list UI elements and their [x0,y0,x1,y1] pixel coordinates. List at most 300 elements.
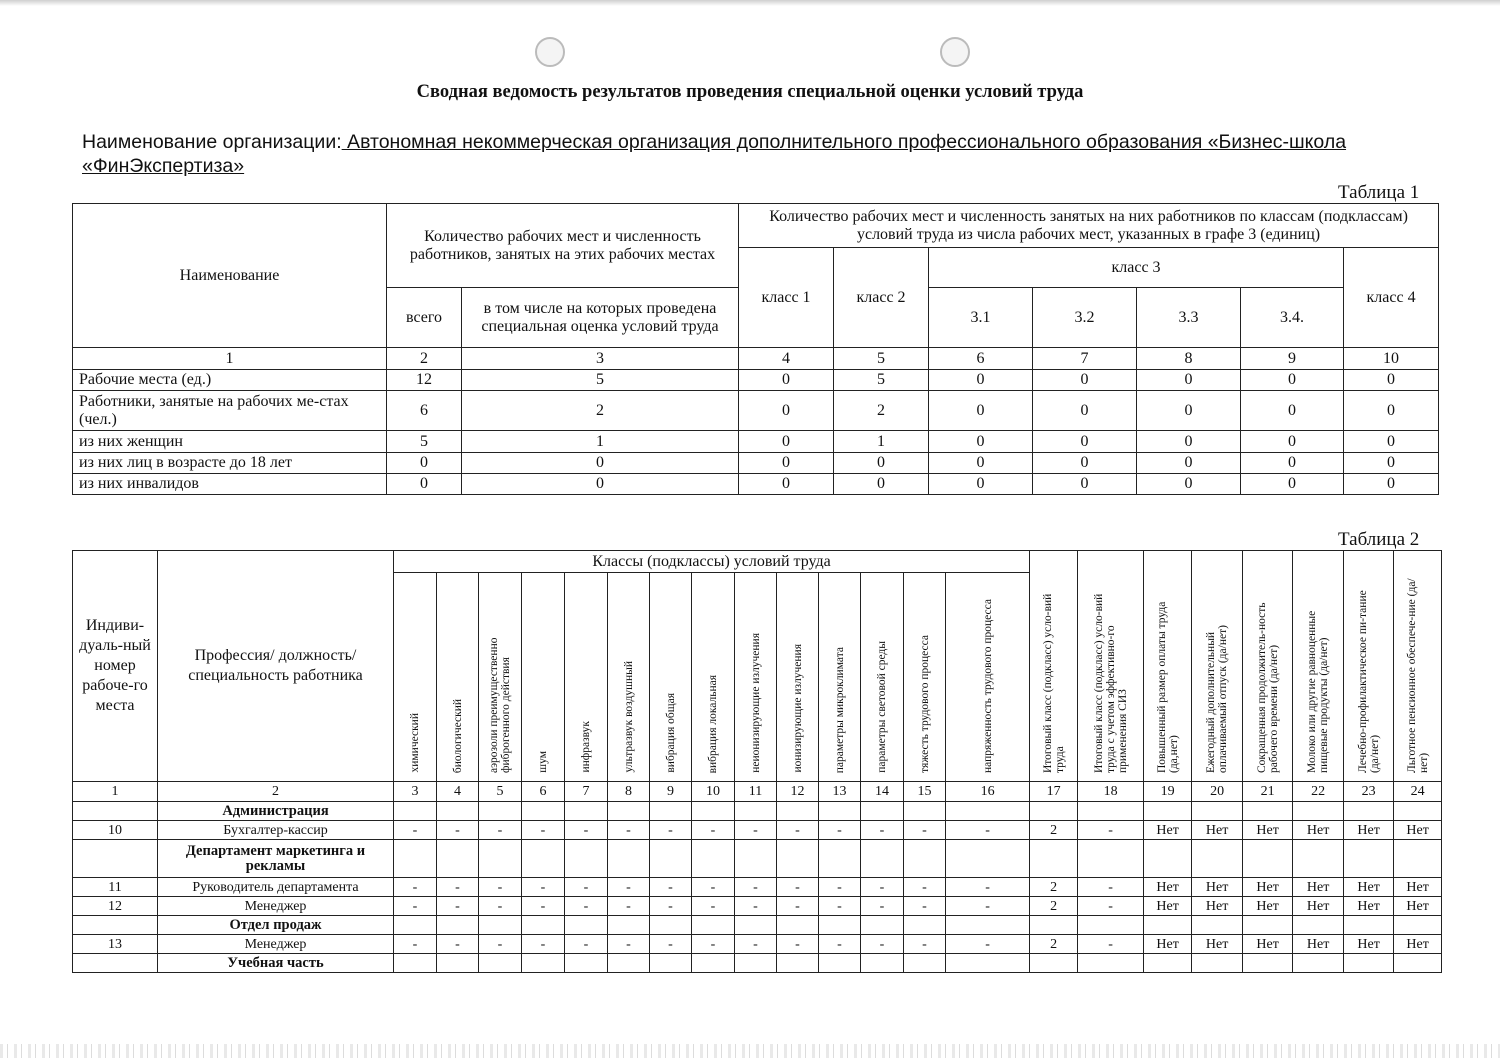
t2-cell-empty [1144,840,1192,878]
t2-cell: - [650,897,692,916]
t2-cell-empty [861,802,904,821]
t1-column-number: 2 [387,348,462,370]
t2-section-row [73,802,1442,821]
punch-hole-right [940,37,970,67]
t2-cell: - [819,935,861,954]
t2-column-number: 24 [1394,782,1442,802]
t2-header-factor-label: инфразвук [580,721,592,773]
t2-cell: - [1078,878,1144,897]
t2-header-factor-label: аэрозоли преимущественно фиброгенного действия [488,637,512,773]
t2-column-number: 7 [565,782,608,802]
t2-column-number: 22 [1293,782,1344,802]
t2-cell: 2 [1030,821,1078,840]
t2-workplace-name: Руководитель департамента [158,878,394,897]
t2-cell: - [735,878,777,897]
t2-cell: - [437,878,479,897]
t2-cell: Нет [1293,897,1344,916]
t2-cell-empty [73,802,158,821]
t1-header-classes: Количество рабочих мест и численность занятых на них работников по классам (подклассам) условий труда из числа рабочих мест, указанных в графе 3 (единиц) [739,204,1439,248]
t1-column-number: 10 [1344,348,1439,370]
t2-cell: Нет [1394,878,1442,897]
t2-cell: - [394,878,437,897]
scan-edge-bottom [0,1044,1500,1058]
t1-cell: 0 [1033,474,1137,495]
t2-cell: Нет [1144,878,1192,897]
t1-cell: 0 [1241,391,1344,431]
t2-cell-empty [1293,840,1344,878]
t2-cell-empty [522,802,565,821]
t1-header-class3: класс 3 [929,248,1344,288]
t1-cell: 0 [739,431,834,453]
t2-cell-empty [479,802,522,821]
t2-cell: - [565,821,608,840]
t2-workplace-row [73,897,1442,916]
t2-cell: - [777,878,819,897]
t1-header-count: Количество рабочих мест и численность работников, занятых на этих рабочих местах [387,204,739,288]
t2-header-factor [522,573,565,782]
t2-cell: Нет [1243,897,1293,916]
t2-header-factor [437,573,479,782]
t2-cell-empty [1394,954,1442,973]
t2-column-number: 4 [437,782,479,802]
t2-workplace-name: Бухгалтер-кассир [158,821,394,840]
t2-column-number: 10 [692,782,735,802]
scan-edge-top [0,0,1500,6]
t2-cell: Нет [1192,878,1243,897]
t2-column-number: 20 [1192,782,1243,802]
summary-table [72,203,1439,495]
t2-cell: - [522,935,565,954]
t1-cell: 1 [834,431,929,453]
t1-cell: 0 [1033,370,1137,391]
t1-cell: 0 [387,474,462,495]
t2-cell: - [904,878,946,897]
t2-header-factor [479,573,522,782]
t2-header-factor [904,573,946,782]
t2-cell: - [650,935,692,954]
t2-cell-empty [73,840,158,878]
t2-cell: - [437,821,479,840]
t2-cell-empty [904,916,946,935]
t2-cell: - [1078,935,1144,954]
t2-cell-empty [904,954,946,973]
t2-cell: Нет [1144,935,1192,954]
t2-cell-empty [1030,954,1078,973]
t2-header-factor [861,573,904,782]
t2-workplace-name: Менеджер [158,897,394,916]
t2-cell-empty [650,802,692,821]
t2-column-number: 19 [1144,782,1192,802]
t2-column-number: 8 [608,782,650,802]
t2-cell: - [735,821,777,840]
t2-workplace-id: 11 [73,878,158,897]
t1-cell: 0 [1344,431,1439,453]
t1-cell: 0 [739,474,834,495]
t2-cell: - [522,897,565,916]
t2-header-factor-label: вибрация общая [664,693,677,773]
workplace-table [72,550,1442,973]
t2-cell-empty [522,916,565,935]
t2-header-factor-label: ультразвук воздушный [622,661,635,773]
t2-cell: Нет [1192,821,1243,840]
t2-column-number: 9 [650,782,692,802]
t2-cell: - [819,821,861,840]
t1-cell: 0 [834,474,929,495]
t2-header-factor-label: неионизирующие излучения [749,633,762,773]
t2-column-number: 14 [861,782,904,802]
t2-cell: - [735,897,777,916]
t2-cell: - [437,935,479,954]
t1-header-assessed: в том числе на которых проведена специальная оценка условий труда [462,288,739,348]
t2-cell-empty [608,802,650,821]
t2-cell-empty [394,802,437,821]
t2-cell: Нет [1293,935,1344,954]
t2-cell-empty [565,840,608,878]
t1-cell: 0 [929,431,1033,453]
t2-cell: Нет [1394,935,1442,954]
document-title: Сводная ведомость результатов проведения специальной оценки условий труда [416,82,1084,102]
t1-cell: 0 [1344,474,1439,495]
t2-cell-empty [394,954,437,973]
t1-cell: 0 [1344,391,1439,431]
t2-header-extra-label: Лечебно-профилактическое пи-тание (да/нет) [1356,590,1381,773]
t2-column-number: 15 [904,782,946,802]
t2-column-number: 3 [394,782,437,802]
t1-row [73,370,1439,391]
t2-cell-empty [73,916,158,935]
t2-cell-empty [437,840,479,878]
t2-header-extra [1344,551,1394,782]
t2-cell-empty [1293,802,1344,821]
t2-cell-empty [735,802,777,821]
t2-header-factor [819,573,861,782]
t2-header-factor [777,573,819,782]
t2-cell-empty [819,916,861,935]
t2-header-extra-label: Ежегодный дополнительный оплачиваемый отпуск (да/нет) [1205,625,1230,773]
t2-cell-empty [1192,916,1243,935]
t1-cell: 0 [1033,453,1137,474]
t2-header-id: Индиви-дуаль-ный номер рабоче-го места [73,551,158,782]
t2-cell-empty [735,954,777,973]
t2-column-number: 21 [1243,782,1293,802]
t2-cell-empty [861,840,904,878]
t1-cell: 0 [739,370,834,391]
t2-header-extra-label: Итоговый класс (подкласс) усло-вий труда [1041,593,1066,773]
t2-cell: - [946,935,1030,954]
t2-cell-empty [735,916,777,935]
organization-label: Наименование организации: [82,131,342,153]
t2-header-extra [1293,551,1344,782]
t2-workplace-row [73,821,1442,840]
t2-cell-empty [692,916,735,935]
t2-cell-empty [819,840,861,878]
t1-header-3-4: 3.4. [1241,288,1344,348]
t2-cell-empty [1030,802,1078,821]
t2-cell: Нет [1344,897,1394,916]
t2-column-number: 11 [735,782,777,802]
t1-cell: 0 [834,453,929,474]
t2-cell-empty [1293,954,1344,973]
t1-row [73,474,1439,495]
t1-cell: 0 [462,474,739,495]
t2-cell-empty [565,802,608,821]
t2-cell: - [522,821,565,840]
t1-cell: 2 [462,391,739,431]
t2-column-number: 5 [479,782,522,802]
t1-cell: 5 [387,431,462,453]
t2-column-number: 16 [946,782,1030,802]
t1-cell: 0 [1033,431,1137,453]
t2-cell-empty [437,954,479,973]
t1-cell: 12 [387,370,462,391]
t2-cell-empty [1243,802,1293,821]
t2-cell-empty [1192,840,1243,878]
t2-header-extra-label: Сокращенная продолжитель-ность рабочего времени (да/нет) [1255,602,1280,773]
t2-header-factor [650,573,692,782]
t1-row-label: из них лиц в возрасте до 18 лет [73,453,387,474]
t2-cell: - [692,897,735,916]
t2-header-factor-label: параметры световой среды [876,641,888,773]
t2-cell-empty [777,802,819,821]
t1-header-name: Наименование [73,204,387,348]
t2-column-number: 13 [819,782,861,802]
t1-cell: 0 [1137,370,1241,391]
t2-cell-empty [1030,840,1078,878]
t1-cell: 0 [1241,474,1344,495]
t2-cell-empty [1078,802,1144,821]
t2-cell: Нет [1344,821,1394,840]
t2-cell: Нет [1394,821,1442,840]
t2-cell-empty [904,840,946,878]
t2-cell: Нет [1192,935,1243,954]
t2-section-name: Учебная часть [158,954,394,973]
t2-cell-empty [522,840,565,878]
t1-row-label: из них женщин [73,431,387,453]
t2-cell: Нет [1144,821,1192,840]
t1-header-3-1: 3.1 [929,288,1033,348]
t2-header-extra [1394,551,1442,782]
t2-cell: - [608,821,650,840]
t2-cell-empty [735,840,777,878]
t2-cell-empty [861,916,904,935]
t2-cell-empty [1078,840,1144,878]
t2-cell: - [565,878,608,897]
t2-cell-empty [777,954,819,973]
t2-cell: - [904,935,946,954]
t2-section-name: Отдел продаж [158,916,394,935]
t1-cell: 1 [462,431,739,453]
t1-cell: 0 [1137,431,1241,453]
t2-header-factor-label: ионизирующие излучения [791,644,804,773]
t2-cell-empty [1344,802,1394,821]
t2-header-factor [946,573,1030,782]
t2-cell-empty [1078,916,1144,935]
t2-cell: - [522,878,565,897]
t2-cell: - [650,821,692,840]
t2-cell: - [479,935,522,954]
t2-cell-empty [1078,954,1144,973]
t2-cell-empty [1394,840,1442,878]
t2-header-factor-label: параметры микроклимата [833,646,846,773]
t1-cell: 5 [462,370,739,391]
t2-cell-empty [608,954,650,973]
t2-cell-empty [1144,916,1192,935]
t1-cell: 6 [387,391,462,431]
t2-cell: Нет [1243,935,1293,954]
t1-column-number: 6 [929,348,1033,370]
t2-cell: Нет [1344,878,1394,897]
t1-header-class2: класс 2 [834,248,929,348]
t2-cell: - [565,935,608,954]
t1-cell: 0 [1344,370,1439,391]
t2-cell-empty [608,916,650,935]
t2-cell: - [608,935,650,954]
t2-cell-empty [394,840,437,878]
t2-cell-empty [1243,954,1293,973]
t2-cell-empty [904,802,946,821]
t1-cell: 0 [1033,391,1137,431]
t2-cell-empty [437,916,479,935]
t1-column-number: 1 [73,348,387,370]
t1-cell: 0 [1241,453,1344,474]
t1-cell: 0 [1241,370,1344,391]
t2-cell: Нет [1293,821,1344,840]
t2-cell: - [608,878,650,897]
t1-cell: 0 [929,391,1033,431]
t2-cell-empty [1144,954,1192,973]
t2-section-row [73,916,1442,935]
t2-cell-empty [650,954,692,973]
t1-cell: 0 [929,453,1033,474]
t2-cell-empty [1394,916,1442,935]
t2-header-factor-label: напряженность трудового процесса [981,599,994,773]
t2-cell-empty [1192,802,1243,821]
t2-cell: - [861,935,904,954]
t1-cell: 0 [1137,474,1241,495]
t2-cell-empty [650,840,692,878]
t2-cell-empty [946,840,1030,878]
t2-cell-empty [946,954,1030,973]
t1-row [73,391,1439,431]
t2-cell-empty [1192,954,1243,973]
t2-header-extra-label: Молоко или другие равноценные пищевые продукты (да/нет) [1306,610,1331,773]
t2-cell: Нет [1144,897,1192,916]
t1-cell: 2 [834,391,929,431]
t2-header-factor-label: вибрация локальная [707,674,719,773]
t2-section-row [73,840,1442,878]
t2-cell: - [904,821,946,840]
t2-workplace-id: 12 [73,897,158,916]
t2-cell: - [608,897,650,916]
t2-cell-empty [565,954,608,973]
t2-workplace-id: 13 [73,935,158,954]
t2-cell-empty [1030,916,1078,935]
t2-cell: 2 [1030,897,1078,916]
t2-workplace-row [73,878,1442,897]
t1-row [73,453,1439,474]
t2-cell: - [819,897,861,916]
t1-cell: 0 [1344,453,1439,474]
t2-header-factor [608,573,650,782]
t2-header-factor [735,573,777,782]
t2-cell: - [479,821,522,840]
t2-header-extra [1144,551,1192,782]
punch-hole-left [535,37,565,67]
t1-column-number: 3 [462,348,739,370]
t2-cell: Нет [1344,935,1394,954]
t2-cell: - [394,821,437,840]
t2-header-factor-label: биологический [451,698,464,773]
t2-cell: - [861,878,904,897]
table1-caption: Таблица 1 [1338,182,1420,203]
t2-cell: - [861,897,904,916]
t2-header-extra-label: Льготное пенсионное обеспече-ние (да/нет) [1405,578,1430,773]
t2-cell-empty [819,802,861,821]
organization-line [82,130,1402,178]
t2-cell-empty [522,954,565,973]
t2-cell-empty [946,802,1030,821]
t2-cell: Нет [1243,821,1293,840]
t2-cell: 2 [1030,935,1078,954]
t2-header-extra [1192,551,1243,782]
t2-cell: - [946,878,1030,897]
t2-cell-empty [608,840,650,878]
t1-cell: 0 [929,474,1033,495]
t2-cell: - [479,897,522,916]
t2-cell: - [777,935,819,954]
t1-column-number: 8 [1137,348,1241,370]
t2-header-factor [565,573,608,782]
t2-cell: - [437,897,479,916]
t2-cell: - [777,897,819,916]
t2-cell-empty [692,802,735,821]
t2-cell-empty [73,954,158,973]
t2-header-factor [692,573,735,782]
t1-row-label: Работники, занятые на рабочих ме-стах (чел.) [73,391,387,431]
t2-cell: Нет [1243,878,1293,897]
t1-row [73,431,1439,453]
t2-section-name: Администрация [158,802,394,821]
t2-cell: - [565,897,608,916]
t2-cell-empty [1243,916,1293,935]
t2-column-number: 6 [522,782,565,802]
t1-cell: 0 [387,453,462,474]
t2-header-extra-label: Повышенный размер оплаты труда (да,нет) [1155,601,1180,773]
t1-row-label: Рабочие места (ед.) [73,370,387,391]
t2-section-row [73,954,1442,973]
t2-header-factor-label: тяжесть трудового процесса [918,635,931,773]
t2-cell: - [819,878,861,897]
t2-cell-empty [1243,840,1293,878]
t2-cell-empty [1344,954,1394,973]
t1-cell: 0 [1137,391,1241,431]
t1-column-number: 9 [1241,348,1344,370]
t2-cell: - [692,878,735,897]
t2-cell: - [650,878,692,897]
t2-cell-empty [1394,802,1442,821]
t2-cell: Нет [1192,897,1243,916]
t2-cell-empty [437,802,479,821]
t2-cell-empty [1344,916,1394,935]
t2-header-factor-label: химический [409,713,421,773]
t2-cell: - [394,897,437,916]
t2-cell: - [946,821,1030,840]
t2-cell: - [394,935,437,954]
t2-cell: - [692,935,735,954]
t2-cell-empty [819,954,861,973]
t2-cell-empty [946,916,1030,935]
t1-cell: 0 [1137,453,1241,474]
